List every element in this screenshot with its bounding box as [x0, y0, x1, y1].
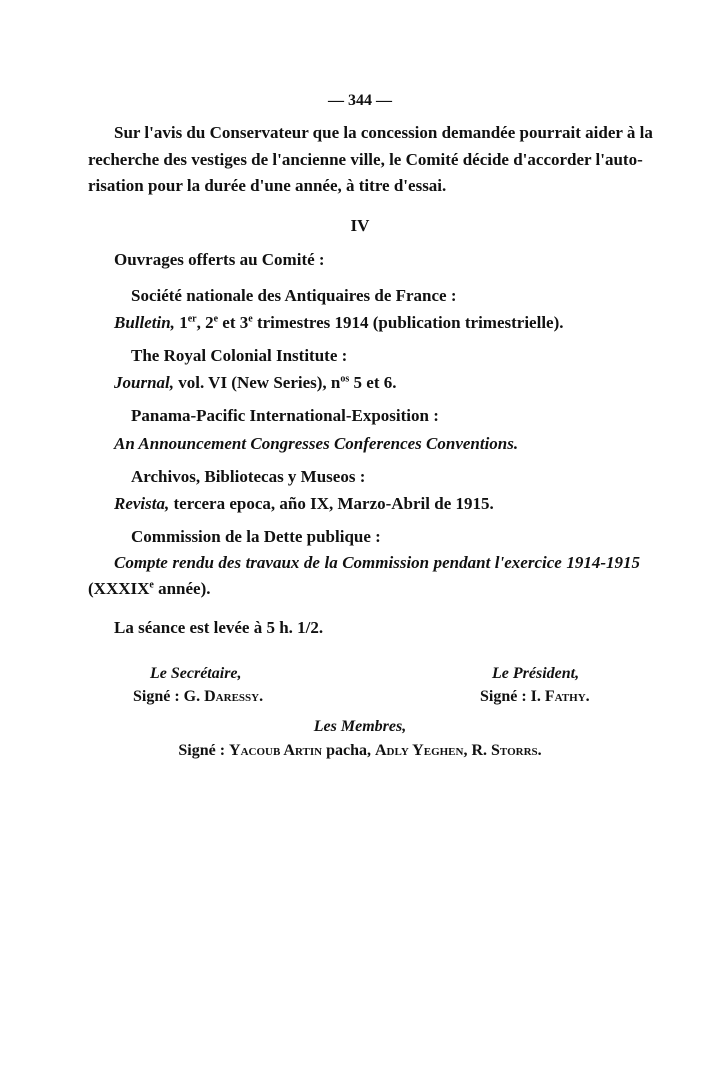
ordinal-suffix: e [149, 579, 154, 591]
entry-detail: 1 [179, 313, 188, 332]
section-heading: IV [350, 216, 370, 235]
signature-prefix: Signé : G. [133, 688, 205, 705]
entry-title: Revista, [114, 494, 170, 513]
signature-prefix: Signé : [178, 742, 230, 759]
entry-source: Société nationale des Antiquaires de France : [131, 286, 457, 305]
entry-citation [114, 372, 397, 394]
paragraph-line-1: Sur l'avis du Conservateur que la concession demandée pourrait aider à la [114, 123, 653, 142]
entry-detail: tercera epoca, año IX, Marzo-Abril de 1915. [169, 494, 494, 513]
entry-detail: (XXXIX [88, 579, 150, 598]
secretary-signature [133, 686, 263, 708]
member-suffix: pacha, [322, 742, 375, 759]
ordinal-suffix: e [248, 313, 253, 325]
entry-detail: 5 et 6. [349, 373, 397, 392]
entry-citation [114, 493, 494, 515]
member-suffix: , R. [463, 742, 492, 759]
entry-detail: vol. VI (New Series), n [174, 373, 341, 392]
president-title: Le Président, [492, 665, 580, 682]
entry-citation [88, 578, 211, 600]
closing-line: La séance est levée à 5 h. 1/2. [114, 618, 324, 637]
secretary-name: Daressy. [204, 688, 264, 705]
ordinal-suffix: e [213, 313, 219, 325]
page-number: — 344 — [328, 92, 392, 109]
entry-title: Journal, [114, 373, 174, 392]
entry-source: Panama-Pacific International-Exposition : [131, 406, 439, 425]
entry-source: Commission de la Dette publique : [131, 527, 381, 546]
member-name: Adly Yeghen [375, 742, 464, 759]
entry-detail: , 2 [196, 313, 214, 332]
signature-prefix: Signé : I. [480, 688, 545, 705]
paragraph-line-2: recherche des vestiges de l'ancienne ville, le Comité décide d'accorder l'auto- [88, 150, 643, 169]
entry-title: Bulletin, [114, 313, 175, 332]
entry-detail: trimestres 1914 (publication trimestrielle). [252, 313, 564, 332]
entry-source: Archivos, Bibliotecas y Museos : [131, 467, 366, 486]
members-title: Les Membres, [313, 718, 407, 735]
entry-source: The Royal Colonial Institute : [131, 346, 348, 365]
offered-intro: Ouvrages offerts au Comité : [114, 250, 325, 269]
entry-detail: année). [153, 579, 211, 598]
president-name: Fathy. [544, 688, 590, 705]
entry-title: Compte rendu des travaux de la Commission pendant l'exercice 1914-1915 [114, 553, 640, 572]
member-name: Yacoub Artin [229, 742, 323, 759]
members-signature [0, 740, 720, 762]
number-suffix: os [340, 373, 350, 385]
paragraph-line-3: risation pour la durée d'une année, à titre d'essai. [88, 176, 447, 195]
entry-detail: et 3 [218, 313, 249, 332]
entry-citation [114, 312, 564, 334]
entry-title: An Announcement Congresses Conferences Conventions. [114, 434, 519, 453]
member-name: Storrs. [491, 742, 542, 759]
secretary-title: Le Secrétaire, [150, 665, 242, 682]
ordinal-suffix: er [187, 313, 197, 325]
president-signature [480, 686, 590, 708]
